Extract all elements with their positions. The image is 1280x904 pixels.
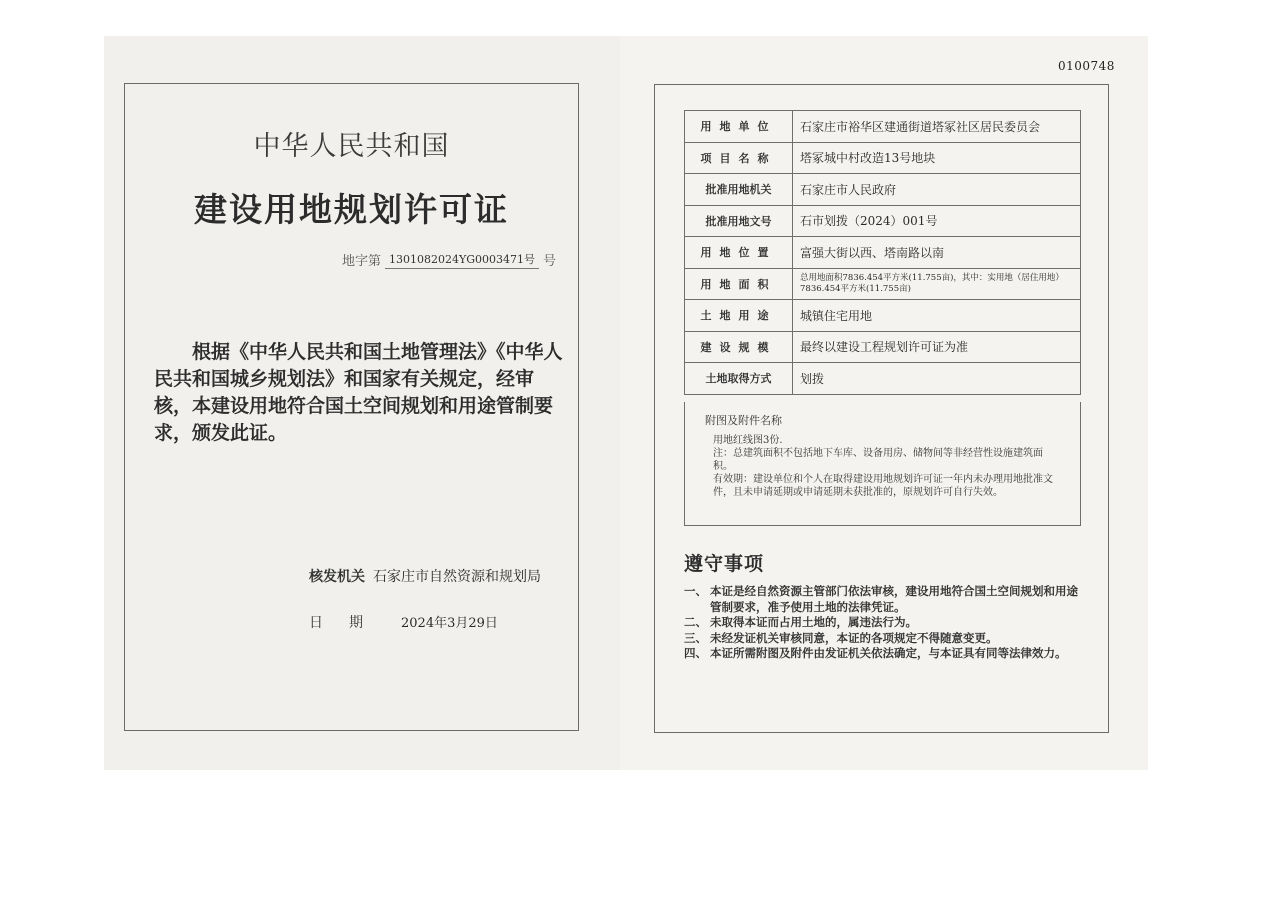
row-value: 城镇住宅用地 [793, 300, 1081, 332]
attachment-line: 有效期：建设单位和个人在取得建设用地规划许可证一年内未办理用地批准文件，且未申请延期或申请延期未获批准的，原规划许可自行失效。 [713, 474, 1053, 498]
issuer-value: 石家庄市自然资源和规划局 [373, 569, 541, 585]
notice-number: 四、 [684, 646, 707, 660]
row-key: 批准用地机关 [685, 174, 793, 206]
notice-item [684, 631, 1084, 647]
notice-number: 一、 [684, 584, 707, 598]
table-row [685, 300, 1081, 332]
attachment-line: 用地红线图3份. [713, 435, 783, 446]
date-value: 2024年3月29日 [401, 616, 498, 631]
nation-name: 中华人民共和国 [253, 131, 450, 162]
notice-text: 本证所需附图及附件由发证机关依法确定，与本证具有同等法律效力。 [710, 646, 1067, 660]
row-value: 富强大街以西、塔南路以南 [793, 237, 1081, 269]
notice-number: 三、 [684, 630, 707, 645]
row-value: 划拨 [793, 363, 1081, 395]
issuer-label: 核发机关 [309, 569, 365, 585]
notice-number: 二、 [684, 615, 707, 629]
table-row [685, 268, 1081, 300]
date-row [309, 612, 498, 632]
table-row [685, 237, 1081, 269]
notice-text: 未取得本证而占用土地的，属违法行为。 [710, 615, 917, 629]
cert-prefix: 地字第 [341, 254, 381, 269]
row-key: 用地位置 [685, 237, 793, 269]
row-value: 石家庄市人民政府 [793, 174, 1081, 206]
attachment-line: 注：总建筑面积不包括地下车库、设备用房、储物间等非经营性设施建筑面积。 [713, 448, 1043, 472]
legal-basis-paragraph [154, 339, 564, 447]
row-value: 石家庄市裕华区建通街道塔冢社区居民委员会 [793, 111, 1081, 143]
notice-item [684, 646, 1084, 662]
notice-item [684, 615, 1084, 631]
cert-number: 1301082024YG0003471号 [385, 251, 539, 269]
row-value: 最终以建设工程规划许可证为准 [793, 331, 1081, 363]
table-row [685, 363, 1081, 395]
row-value: 石市划拨（2024）001号 [793, 205, 1081, 237]
row-value: 塔冢城中村改造13号地块 [793, 142, 1081, 174]
row-key: 用地面积 [685, 268, 793, 300]
land-info-table [684, 110, 1081, 395]
row-key: 土地取得方式 [685, 363, 793, 395]
cert-suffix: 号 [542, 254, 556, 269]
notice-list [684, 584, 1084, 662]
notice-text: 未经发证机关审核同意，本证的各项规定不得随意变更。 [710, 630, 998, 645]
row-key: 建设规模 [685, 331, 793, 363]
date-label: 日期 [309, 615, 389, 631]
attachments-title: 附图及附件名称 [705, 414, 782, 427]
document-title: 建设用地规划许可证 [194, 190, 509, 229]
table-row [685, 142, 1081, 174]
row-key: 用地单位 [685, 111, 793, 143]
certificate-number-row [342, 250, 556, 269]
serial-number: 0100748 [1058, 59, 1115, 73]
table-row [685, 174, 1081, 206]
row-key: 批准用地文号 [685, 205, 793, 237]
table-row [685, 111, 1081, 143]
notice-title: 遵守事项 [684, 553, 765, 575]
row-value: 总用地面积7836.454平方米(11.755亩)，其中：实用地（居住用地）7836.454平方米(11.755亩) [793, 268, 1081, 300]
row-key: 项目名称 [685, 142, 793, 174]
table-row [685, 331, 1081, 363]
attachments-box [684, 402, 1081, 526]
notice-item [684, 584, 1084, 615]
notice-text: 本证是经自然资源主管部门依法审核，建设用地符合国土空间规划和用途管制要求，准予使用土地的法律凭证。 [710, 584, 1078, 614]
issuer-row [309, 566, 541, 586]
right-page-frame [654, 84, 1109, 733]
left-page-frame [124, 83, 579, 731]
table-row [685, 205, 1081, 237]
row-key: 土地用途 [685, 300, 793, 332]
legal-basis-text: 根据《中华人民共和国土地管理法》《中华人民共和国城乡规划法》和国家有关规定，经审核，本建设用地符合国土空间规划和用途管制要求，颁发此证。 [154, 341, 563, 444]
attachments-body [713, 434, 1053, 499]
